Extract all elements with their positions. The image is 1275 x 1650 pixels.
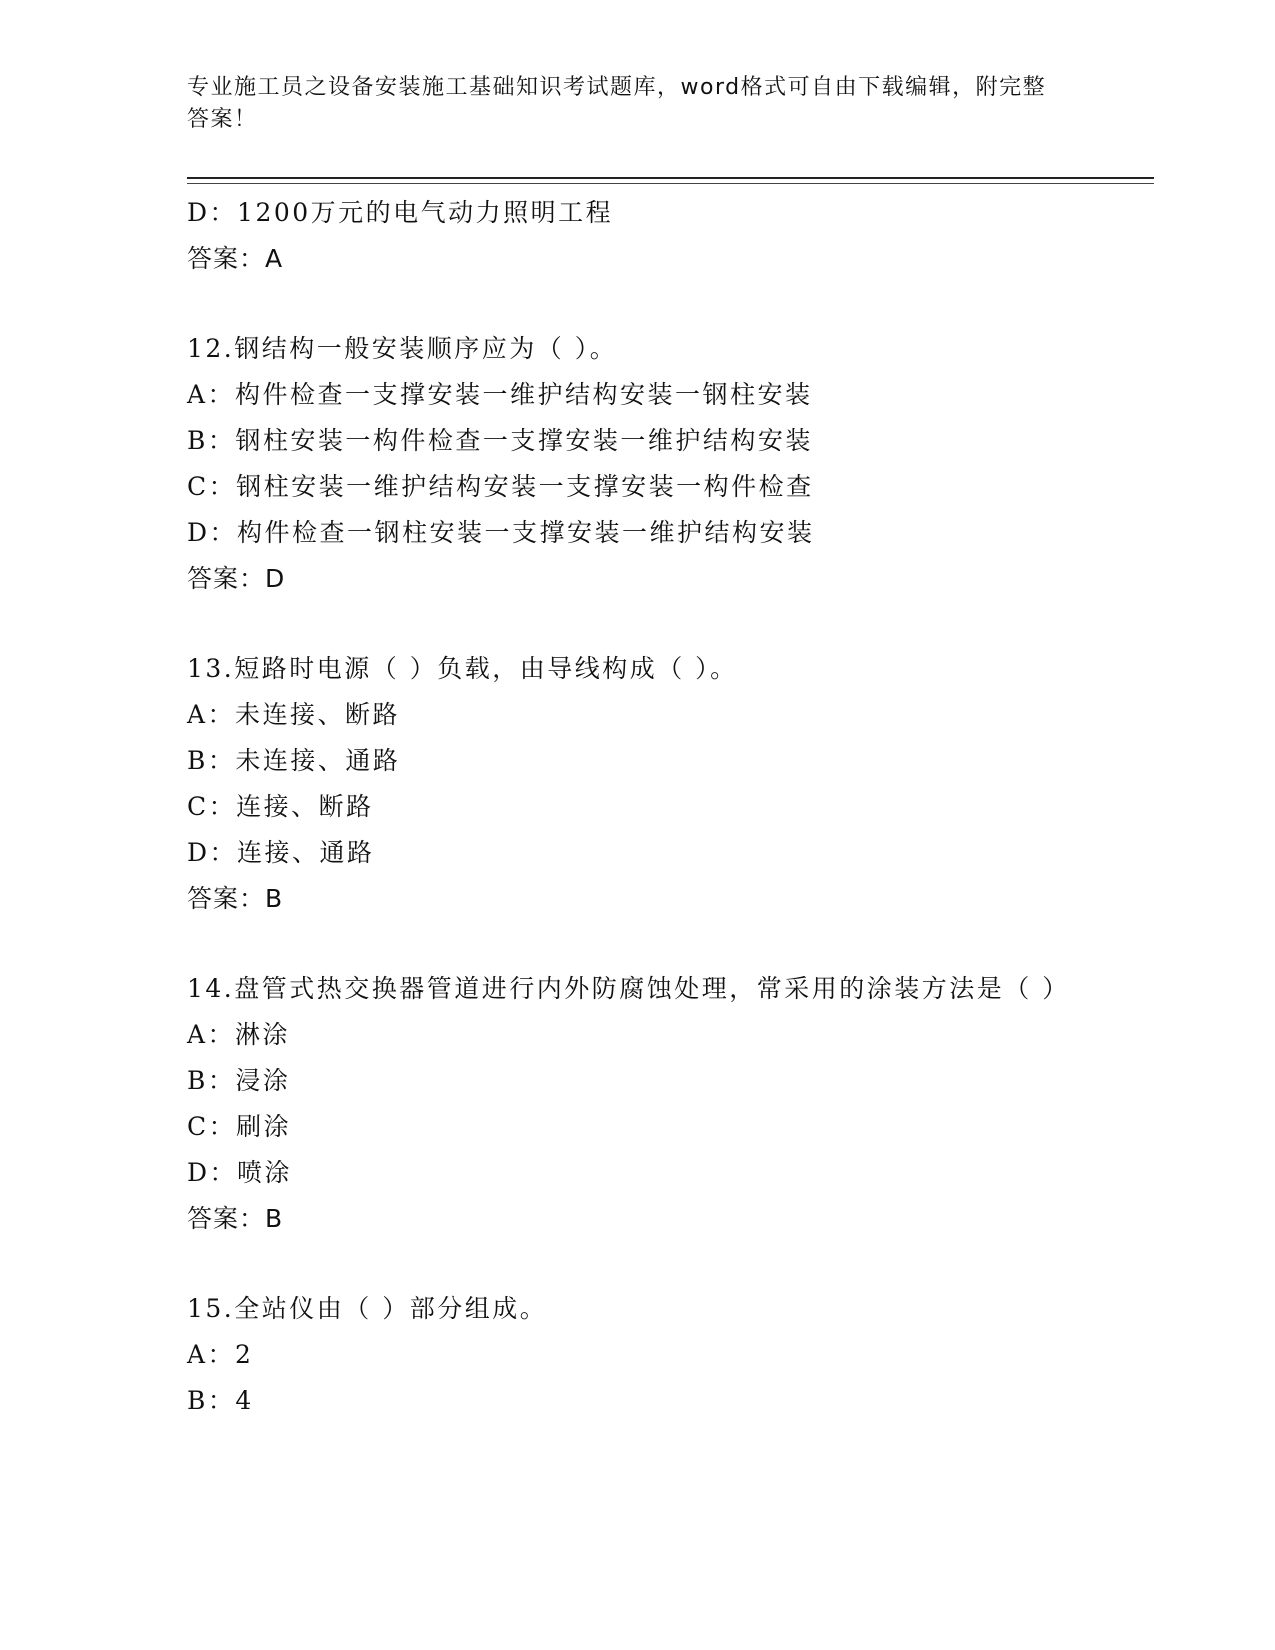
question-content bbox=[187, 190, 1087, 1424]
question-14 bbox=[187, 966, 1087, 1242]
option-c: C：钢柱安装一维护结构安装一支撑安装一构件检查 bbox=[187, 472, 814, 501]
option-a: A：淋涂 bbox=[187, 1020, 291, 1049]
option-c: C：刷涂 bbox=[187, 1112, 292, 1141]
option-a: A：未连接、断路 bbox=[187, 700, 401, 729]
question-13 bbox=[187, 646, 1087, 922]
option-d: D：喷涂 bbox=[187, 1158, 293, 1187]
question-stem: 15.全站仪由（ ）部分组成。 bbox=[187, 1294, 548, 1323]
option-d: D：构件检查一钢柱安装一支撑安装一维护结构安装 bbox=[187, 518, 815, 547]
option-b: B：未连接、通路 bbox=[187, 746, 401, 775]
question-stem: 14.盘管式热交换器管道进行内外防腐蚀处理，常采用的涂装方法是（ ） bbox=[187, 974, 1070, 1003]
document-header: 专业施工员之设备安装施工基础知识考试题库，word格式可自由下载编辑，附完整答案！ bbox=[187, 75, 1047, 132]
question-11-tail bbox=[187, 190, 1087, 282]
answer: 答案：B bbox=[187, 1204, 284, 1233]
option-b: B：浸涂 bbox=[187, 1066, 291, 1095]
option-b: B：4 bbox=[187, 1386, 254, 1415]
option-c: C：连接、断路 bbox=[187, 792, 374, 821]
question-stem: 12.钢结构一般安装顺序应为（ ）。 bbox=[187, 334, 618, 363]
question-12 bbox=[187, 326, 1087, 602]
option-d: D：1200万元的电气动力照明工程 bbox=[187, 198, 614, 227]
header-rule-thin bbox=[187, 183, 1154, 184]
answer: 答案：A bbox=[187, 244, 284, 273]
option-d: D：连接、通路 bbox=[187, 838, 375, 867]
question-15 bbox=[187, 1286, 1087, 1424]
question-stem: 13.短路时电源（ ）负载，由导线构成（ ）。 bbox=[187, 654, 738, 683]
header-rule-thick bbox=[187, 177, 1154, 179]
option-b: B：钢柱安装一构件检查一支撑安装一维护结构安装 bbox=[187, 426, 813, 455]
answer: 答案：D bbox=[187, 564, 286, 593]
option-a: A：构件检查一支撑安装一维护结构安装一钢柱安装 bbox=[187, 380, 813, 409]
answer: 答案：B bbox=[187, 884, 284, 913]
option-a: A：2 bbox=[187, 1340, 254, 1369]
